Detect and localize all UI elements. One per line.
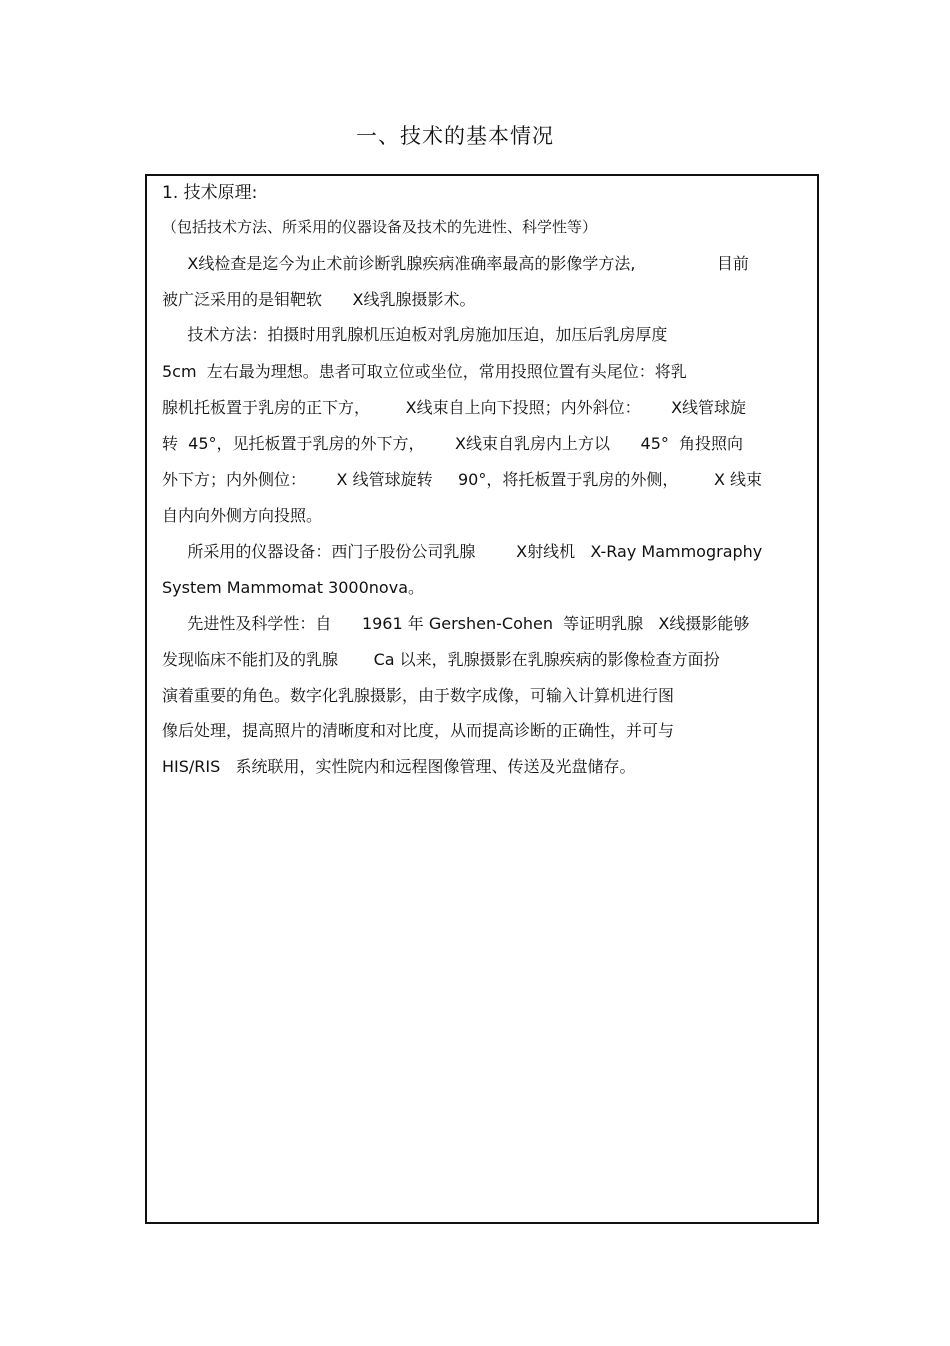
paragraph-line: System Mammomat 3000nova。 xyxy=(162,578,424,597)
paragraph-line: 腺机托板置于乳房的正下方， X线束自上向下投照；内外斜位： X线管球旋 xyxy=(162,398,747,417)
page-title: 一、技术的基本情况 xyxy=(356,124,554,148)
content-box xyxy=(145,174,819,1224)
paragraph-line: 演着重要的角色。数字化乳腺摄影，由于数字成像，可输入计算机进行图 xyxy=(162,686,675,705)
paragraph-line: 技术方法：拍摄时用乳腺机压迫板对乳房施加压迫，加压后乳房厚度 xyxy=(162,325,668,344)
paragraph-line: 被广泛采用的是钼靶软 X线乳腺摄影术。 xyxy=(162,290,476,309)
section-heading: 1. 技术原理: xyxy=(162,183,258,203)
paragraph-line: HIS/RIS 系统联用，实性院内和远程图像管理、传送及光盘储存。 xyxy=(162,757,636,776)
paragraph-line: 发现临床不能扪及的乳腺 Ca 以来，乳腺摄影在乳腺疾病的影像检查方面扮 xyxy=(162,650,720,669)
paragraph-line: 自内向外侧方向投照。 xyxy=(162,506,323,525)
paragraph-line: 转 45°，见托板置于乳房的外下方， X线束自乳房内上方以 45° 角投照向 xyxy=(162,434,744,453)
paragraph-line: 先进性及科学性：自 1961 年 Gershen-Cohen 等证明乳腺 X线摄影能够 xyxy=(162,614,750,633)
paragraph-line: 5cm 左右最为理想。患者可取立位或坐位，常用投照位置有头尾位：将乳 xyxy=(162,362,687,381)
paragraph-line: 外下方；内外侧位： X 线管球旋转 90°，将托板置于乳房的外侧， X 线束 xyxy=(162,470,763,489)
paragraph-line: 像后处理，提高照片的清晰度和对比度，从而提高诊断的正确性，并可与 xyxy=(162,721,675,740)
section-subtitle: （包括技术方法、所采用的仪器设备及技术的先进性、科学性等） xyxy=(162,218,598,236)
paragraph-line: X线检查是迄今为止术前诊断乳腺疾病准确率最高的影像学方法, 目前 xyxy=(162,254,749,273)
paragraph-line: 所采用的仪器设备：西门子股份公司乳腺 X射线机 X-Ray Mammography xyxy=(162,542,763,561)
